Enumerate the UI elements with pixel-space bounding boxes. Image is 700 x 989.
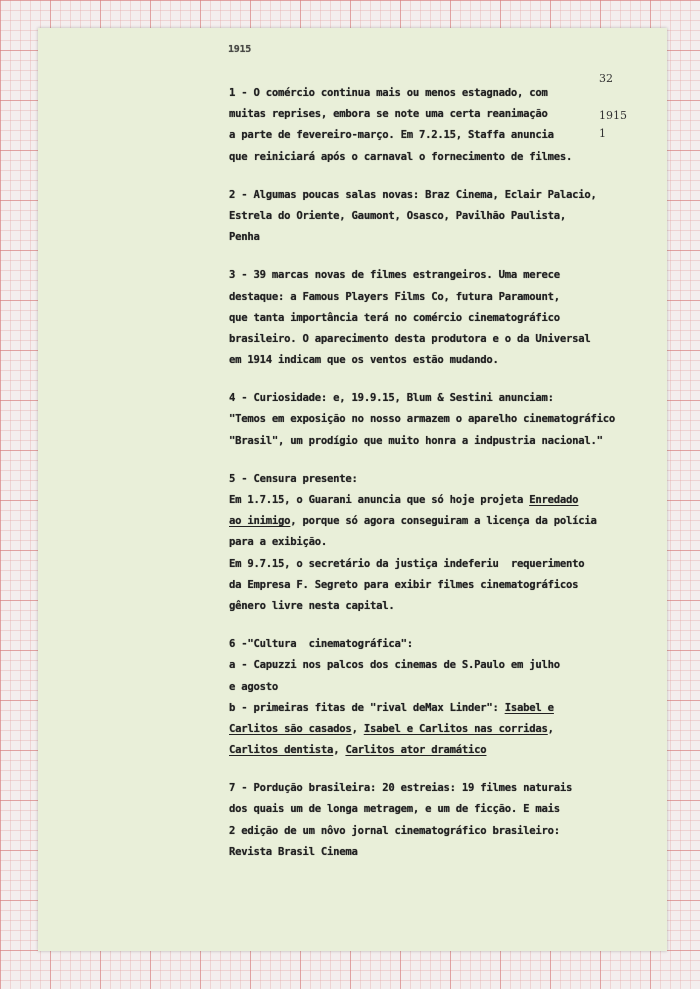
text-line bbox=[229, 125, 649, 146]
text-segment: 7 - Pordução brasileira: 20 estreias: 19 filmes naturais bbox=[229, 782, 573, 795]
text-segment: 6 -"Cultura cinematográfica": bbox=[229, 638, 413, 651]
text-line bbox=[229, 308, 649, 329]
text-segment: Em 1.7.15, o Guarani anuncia que só hoje projeta bbox=[229, 494, 530, 506]
text-line bbox=[229, 677, 649, 698]
paragraph-6 bbox=[229, 634, 649, 761]
text-segment: da Empresa F. Segreto para exibir filmes cinematográficos bbox=[229, 578, 579, 591]
text-line bbox=[229, 821, 649, 842]
text-line bbox=[229, 104, 649, 125]
text-segment: 2 edição de um nôvo jornal cinematográfico brasileiro: bbox=[229, 824, 560, 837]
text-segment: 3 - 39 marcas novas de filmes estrangeiros. Uma merece bbox=[229, 269, 560, 282]
text-line bbox=[229, 287, 649, 308]
paragraph-7 bbox=[229, 778, 649, 863]
text-segment: e agosto bbox=[229, 680, 279, 693]
text-line bbox=[229, 596, 649, 617]
text-segment: a - Capuzzi nos palcos dos cinemas de S.Paulo em julho bbox=[229, 659, 560, 672]
text-line bbox=[229, 698, 649, 719]
text-line bbox=[229, 83, 649, 104]
text-line bbox=[229, 634, 649, 655]
text-segment: a parte de fevereiro-março. Em 7.2.15, Staffa anuncia bbox=[229, 129, 554, 142]
text-segment: dos quais um de longa metragem, e um de ficção. E mais bbox=[229, 803, 560, 816]
text-line bbox=[229, 227, 649, 248]
paragraph-2 bbox=[229, 185, 649, 249]
text-segment: "Brasil", um prodígio que muito honra a indpustria nacional." bbox=[229, 434, 603, 447]
text-line bbox=[229, 778, 649, 799]
text-segment: Estrela do Oriente, Gaumont, Osasco, Pavilhão Paulista, bbox=[229, 209, 567, 222]
film-title: Enredado bbox=[529, 494, 579, 506]
text-segment: Em 9.7.15, o secretário da justiça indeferiu requerimento bbox=[229, 557, 585, 570]
text-segment: 5 - Censura presente: bbox=[229, 472, 358, 485]
text-line bbox=[229, 329, 649, 350]
film-title: Isabel e Carlitos nas corridas bbox=[363, 722, 548, 735]
film-title: ao inimigo bbox=[229, 515, 291, 528]
text-segment: para a exibição. bbox=[229, 536, 328, 549]
text-segment: "Temos em exposição no nosso armazem o aparelho cinematográfico bbox=[229, 413, 616, 426]
paragraph-4 bbox=[229, 388, 649, 452]
text-segment: 1 - O comércio continua mais ou menos estagnado, com bbox=[229, 87, 548, 99]
page-index: 1 bbox=[599, 127, 606, 140]
text-line bbox=[229, 409, 649, 430]
text-line bbox=[229, 554, 649, 575]
film-title: Carlitos dentista bbox=[229, 744, 334, 757]
text-line bbox=[229, 185, 649, 206]
document-body bbox=[229, 83, 649, 880]
text-segment: 4 - Curiosidade: e, 19.9.15, Blum & Sestini anunciam: bbox=[229, 392, 554, 405]
text-line bbox=[229, 206, 649, 227]
text-line bbox=[229, 532, 649, 553]
text-segment: , bbox=[547, 722, 554, 735]
text-line bbox=[229, 265, 649, 286]
text-line bbox=[229, 799, 649, 820]
text-segment: Penha bbox=[229, 231, 260, 244]
page-year: 1915 bbox=[599, 109, 627, 122]
film-title: Carlitos são casados bbox=[229, 722, 352, 735]
text-segment: gênero livre nesta capital. bbox=[229, 599, 395, 612]
text-line bbox=[229, 575, 649, 596]
text-segment: Revista Brasil Cinema bbox=[229, 845, 358, 858]
film-title: Carlitos ator dramático bbox=[345, 744, 487, 757]
text-line bbox=[229, 350, 649, 371]
text-segment: que reiniciará após o carnaval o fornecimento de filmes. bbox=[229, 150, 573, 163]
text-segment: em 1914 indicam que os ventos estão mudando. bbox=[229, 354, 499, 367]
paragraph-1 bbox=[229, 83, 649, 168]
text-line bbox=[229, 719, 649, 740]
text-segment: destaque: a Famous Players Films Co, futura Paramount, bbox=[229, 290, 560, 303]
text-line bbox=[229, 490, 649, 511]
text-segment: brasileiro. O aparecimento desta produtora e o da Universal bbox=[229, 332, 591, 345]
text-line bbox=[229, 469, 649, 490]
text-segment: , porque só agora conseguiram a licença da polícia bbox=[290, 515, 597, 528]
text-line bbox=[229, 842, 649, 863]
film-title: Isabel e bbox=[504, 701, 554, 714]
text-segment: muitas reprises, embora se note uma certa reanimação bbox=[229, 108, 548, 121]
text-line bbox=[229, 388, 649, 409]
text-segment: que tanta importância terá no comércio cinematográfico bbox=[229, 311, 560, 324]
text-segment: 2 - Algumas poucas salas novas: Braz Cinema, Eclair Palacio, bbox=[229, 188, 597, 201]
text-line bbox=[229, 431, 649, 452]
text-line bbox=[229, 740, 649, 761]
paragraph-5 bbox=[229, 469, 649, 617]
text-line bbox=[229, 655, 649, 676]
text-line bbox=[229, 511, 649, 532]
page-number: 32 bbox=[599, 72, 613, 85]
text-segment: b - primeiras fitas de "rival deMax Linder": bbox=[229, 701, 505, 714]
text-segment: , bbox=[351, 722, 364, 735]
text-line bbox=[229, 147, 649, 168]
document-sheet bbox=[38, 28, 667, 951]
text-segment: , bbox=[333, 744, 346, 757]
page-year-header: 1915 bbox=[228, 44, 252, 55]
paragraph-3 bbox=[229, 265, 649, 371]
